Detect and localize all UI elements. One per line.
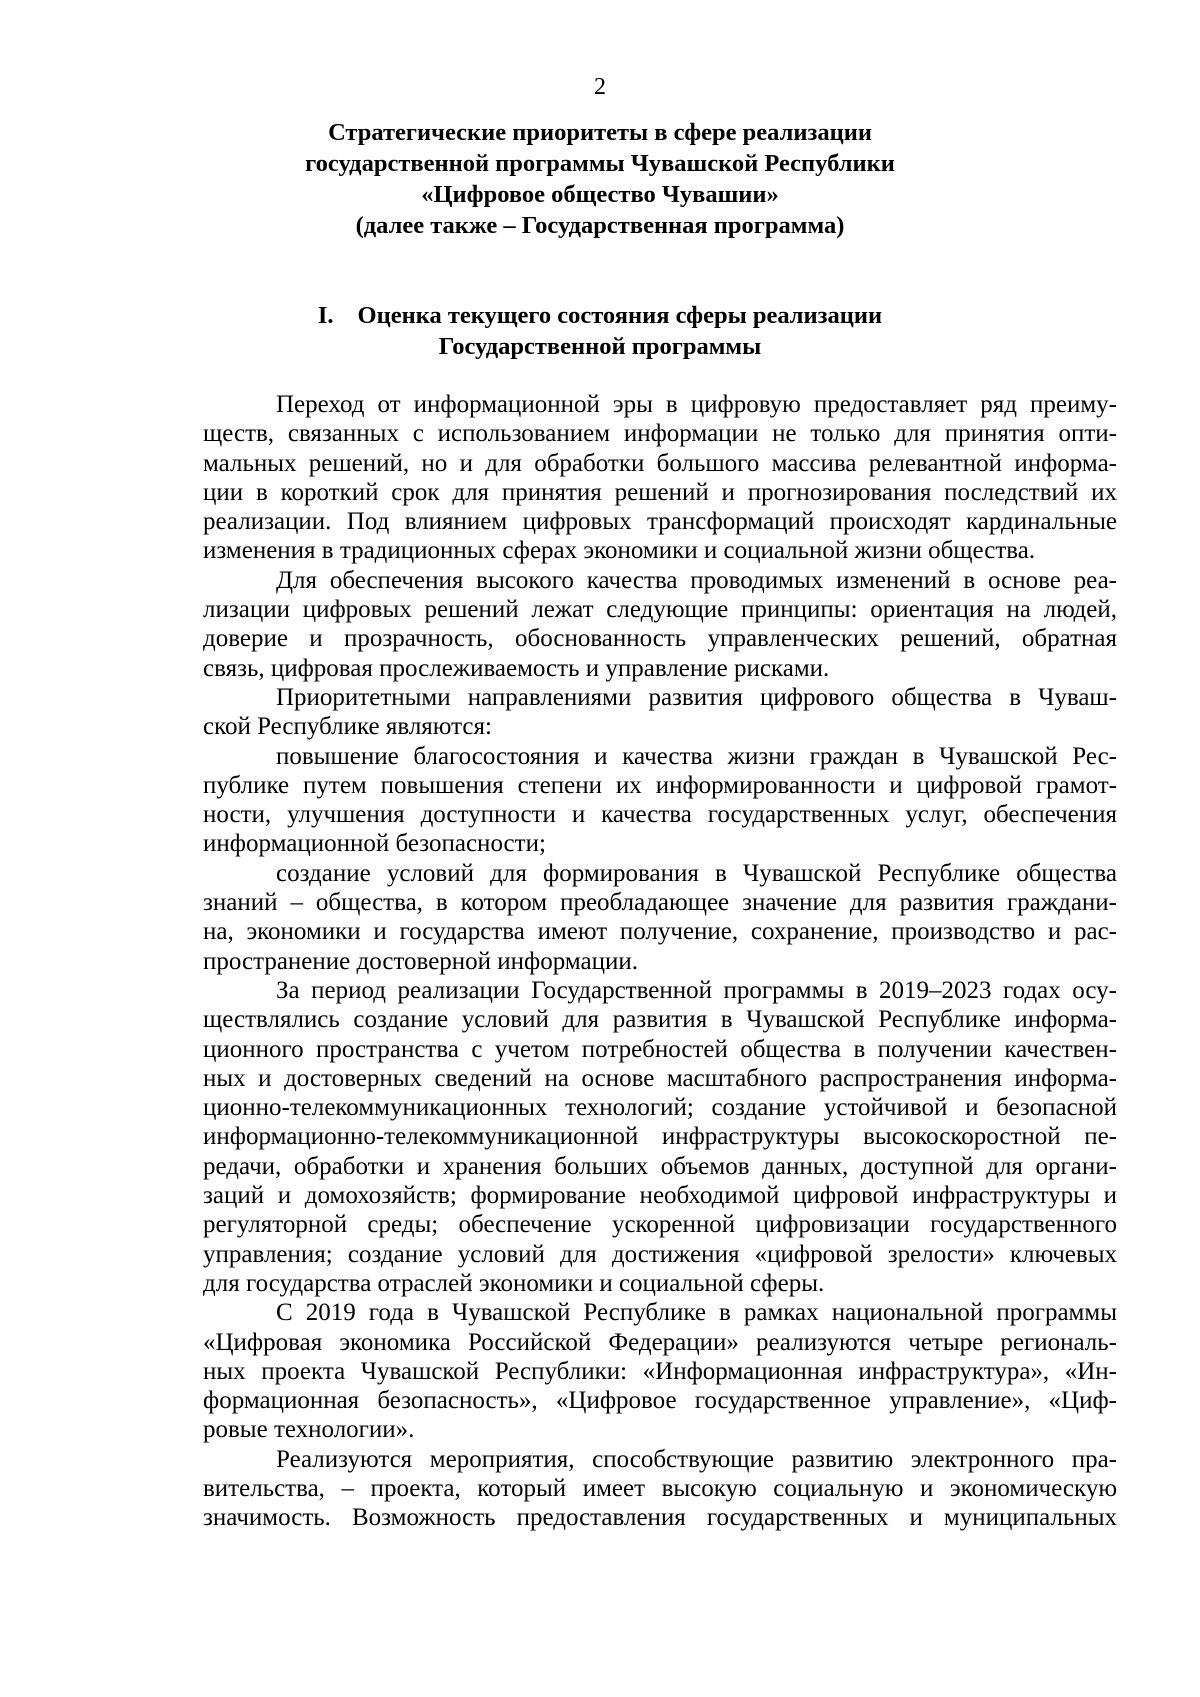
section-number: I. bbox=[317, 302, 334, 329]
text-line: ности, улучшения доступности и качества государственных услуг, обеспечения bbox=[203, 801, 1117, 829]
text-line: Переход от информационной эры в цифровую предоставляет ряд преиму- bbox=[276, 391, 1117, 418]
text-line: пространение достоверной информации. bbox=[203, 947, 639, 975]
text-line: вительства, – проекта, который имеет высокую социальную и экономическую bbox=[203, 1474, 1117, 1502]
text-line: ционного пространства с учетом потребностей общества в получении качествен- bbox=[203, 1035, 1117, 1063]
text-line: ской Республике являются: bbox=[203, 713, 492, 741]
text-line: ровые технологии». bbox=[203, 1416, 415, 1444]
text-line: повышение благосостояния и качества жизни граждан в Чувашской Рес- bbox=[276, 742, 1117, 770]
text-line: заций и домохозяйств; формирование необходимой цифровой инфраструктуры и bbox=[203, 1182, 1117, 1210]
text-line: связь, цифровая прослеживаемость и управление рисками. bbox=[203, 654, 830, 682]
text-line: ционно-телекоммуникационных технологий; создание устойчивой и безопасной bbox=[203, 1094, 1117, 1122]
text-line: ции в короткий срок для принятия решений и прогнозирования последствий их bbox=[203, 478, 1117, 506]
text-line: ных и достоверных сведений на основе масштабного распространения информа- bbox=[203, 1064, 1117, 1092]
text-line: формационная безопасность», «Цифровое государственное управление», «Циф- bbox=[203, 1387, 1117, 1415]
text-line: на, экономики и государства имеют получение, сохранение, производство и рас- bbox=[203, 918, 1117, 946]
text-line: ных проекта Чувашской Республики: «Информационная инфраструктура», «Ин- bbox=[203, 1357, 1117, 1385]
section-heading-line bbox=[150, 300, 1050, 331]
text-line: ществлялись создание условий для развития в Чувашской Республике информа- bbox=[203, 1006, 1117, 1034]
text-line: для государства отраслей экономики и социальной сферы. bbox=[203, 1269, 825, 1297]
text-line: доверие и прозрачность, обоснованность управленческих решений, обратная bbox=[203, 625, 1117, 653]
document-title bbox=[150, 117, 1050, 241]
section-heading-line: Государственной программы bbox=[438, 333, 762, 360]
title-line: Стратегические приоритеты в сфере реализации bbox=[328, 119, 872, 146]
title-line: (далее также – Государственная программа) bbox=[355, 212, 845, 239]
text-line: редачи, обработки и хранения больших объемов данных, доступной для органи- bbox=[203, 1152, 1117, 1180]
text-line: создание условий для формирования в Чувашской Республике общества bbox=[276, 859, 1117, 887]
page-number: 2 bbox=[594, 74, 606, 100]
section-heading-text: Оценка текущего состояния сферы реализации bbox=[357, 302, 883, 329]
text-line: изменения в традиционных сферах экономики и социальной жизни общества. bbox=[203, 537, 1036, 565]
text-line: Реализуются мероприятия, способствующие развитию электронного пра- bbox=[276, 1445, 1117, 1473]
text-line: регуляторной среды; обеспечение ускоренной цифровизации государственного bbox=[203, 1211, 1117, 1239]
text-line: управления; создание условий для достижения «цифровой зрелости» ключевых bbox=[203, 1240, 1117, 1268]
section-heading bbox=[150, 300, 1050, 362]
text-line: Приоритетными направлениями развития цифрового общества в Чуваш- bbox=[276, 683, 1117, 711]
text-line: «Цифровая экономика Российской Федерации» реализуются четыре региональ- bbox=[203, 1328, 1117, 1356]
title-line: «Цифровое общество Чувашии» bbox=[421, 181, 779, 208]
text-line: мальных решений, но и для обработки большого массива релевантной информа- bbox=[203, 449, 1117, 477]
text-line: лизации цифровых решений лежат следующие принципы: ориентация на людей, bbox=[203, 596, 1117, 624]
text-line: информационной безопасности; bbox=[203, 830, 546, 858]
text-line: публике путем повышения степени их информированности и цифровой грамот- bbox=[203, 771, 1117, 799]
text-line: значимость. Возможность предоставления государственных и муниципальных bbox=[203, 1504, 1117, 1532]
text-line: Для обеспечения высокого качества проводимых изменений в основе реа- bbox=[276, 566, 1117, 594]
text-line: ществ, связанных с использованием информации не только для принятия опти- bbox=[203, 420, 1117, 448]
text-line: информационно-телекоммуникационной инфраструктуры высокоскоростной пе- bbox=[203, 1123, 1117, 1151]
text-line: С 2019 года в Чувашской Республике в рамках национальной программы bbox=[276, 1299, 1117, 1327]
text-line: знаний – общества, в котором преобладающее значение для развития граждани- bbox=[203, 889, 1117, 917]
text-line: За период реализации Государственной программы в 2019–2023 годах осу- bbox=[276, 976, 1117, 1004]
text-line: реализации. Под влиянием цифровых трансформаций происходят кардинальные bbox=[203, 508, 1117, 536]
title-line: государственной программы Чувашской Республики bbox=[305, 150, 895, 177]
body-text bbox=[203, 390, 1117, 1533]
